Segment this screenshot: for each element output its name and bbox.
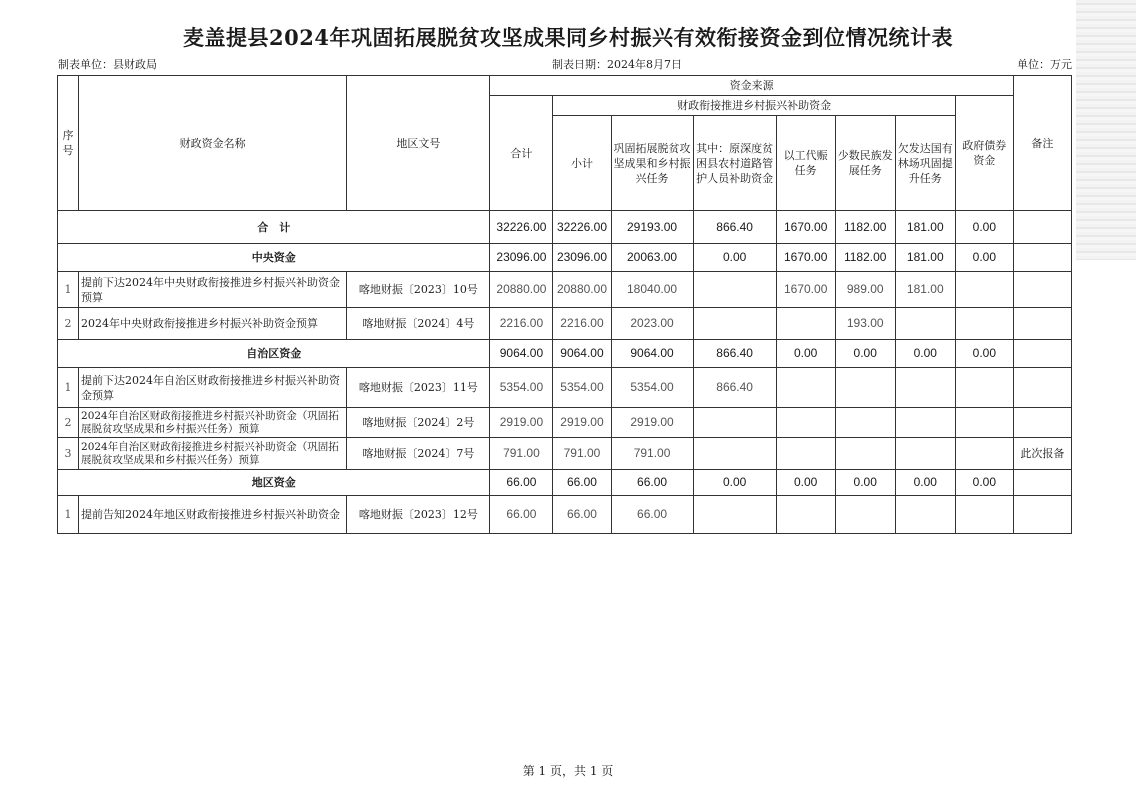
- section-value: 0.00: [835, 470, 895, 496]
- row-doc: 喀地财振〔2024〕2号: [347, 408, 490, 438]
- section-value: 0.00: [693, 470, 776, 496]
- total-value: 32226.00: [553, 211, 611, 244]
- header-remark: 备注: [1013, 76, 1071, 211]
- row-value: [835, 368, 895, 408]
- row-value: [895, 368, 955, 408]
- row-value: 5354.00: [611, 368, 693, 408]
- row-seq: 3: [58, 438, 79, 470]
- row-value: 2919.00: [490, 408, 553, 438]
- row-value: [955, 496, 1013, 534]
- table-row: [58, 438, 1072, 470]
- row-name: 2024年自治区财政衔接推进乡村振兴补助资金（巩固拓展脱贫攻坚成果和乡村振兴任务）预算: [79, 438, 347, 470]
- total-value: 29193.00: [611, 211, 693, 244]
- section-value: 1182.00: [835, 244, 895, 272]
- table-row: [58, 308, 1072, 340]
- header-subtotal: 小计: [553, 116, 611, 211]
- section-label: 自治区资金: [58, 340, 490, 368]
- remark-cell: [1013, 340, 1071, 368]
- row-name: 提前下达2024年中央财政衔接推进乡村振兴补助资金预算: [79, 272, 347, 308]
- header-source: 资金来源: [490, 76, 1013, 96]
- header-total: 合计: [490, 96, 553, 211]
- header-consolidate: 巩固拓展脱贫攻坚成果和乡村振兴任务: [611, 116, 693, 211]
- row-value: 791.00: [490, 438, 553, 470]
- amount-unit: 单位：万元: [1017, 58, 1072, 71]
- header-doc: 地区文号: [347, 76, 490, 211]
- header-bonds: 政府债券资金: [955, 96, 1013, 211]
- section-value: 0.00: [955, 340, 1013, 368]
- section-value: 0.00: [895, 470, 955, 496]
- row-remark: [1013, 368, 1071, 408]
- table-row: [58, 408, 1072, 438]
- funds-table: [57, 75, 1072, 534]
- section-value: 23096.00: [553, 244, 611, 272]
- total-value: 32226.00: [490, 211, 553, 244]
- row-value: 2216.00: [490, 308, 553, 340]
- row-value: 193.00: [835, 308, 895, 340]
- row-value: [693, 308, 776, 340]
- header-of-which: 其中：原深度贫困县农村道路管护人员补助资金: [693, 116, 776, 211]
- section-value: 0.00: [895, 340, 955, 368]
- row-value: [776, 438, 835, 470]
- row-value: 20880.00: [553, 272, 611, 308]
- row-value: [776, 408, 835, 438]
- remark-cell: [1013, 470, 1071, 496]
- total-value: 1182.00: [835, 211, 895, 244]
- row-value: [693, 496, 776, 534]
- row-doc: 喀地财振〔2023〕10号: [347, 272, 490, 308]
- section-value: 9064.00: [553, 340, 611, 368]
- row-remark: 此次报备: [1013, 438, 1071, 470]
- row-name: 2024年自治区财政衔接推进乡村振兴补助资金（巩固拓展脱贫攻坚成果和乡村振兴任务）预算: [79, 408, 347, 438]
- row-doc: 喀地财振〔2024〕4号: [347, 308, 490, 340]
- row-value: 2023.00: [611, 308, 693, 340]
- section-value: 9064.00: [490, 340, 553, 368]
- table-row: [58, 368, 1072, 408]
- row-value: 5354.00: [553, 368, 611, 408]
- section-row: [58, 340, 1072, 368]
- row-value: 791.00: [611, 438, 693, 470]
- row-seq: 1: [58, 496, 79, 534]
- header-fiscal-group: 财政衔接推进乡村振兴补助资金: [553, 96, 955, 116]
- row-doc: 喀地财振〔2023〕12号: [347, 496, 490, 534]
- row-doc: 喀地财振〔2024〕7号: [347, 438, 490, 470]
- prepared-date: 制表日期：2024年8月7日: [552, 58, 682, 71]
- row-doc: 喀地财振〔2023〕11号: [347, 368, 490, 408]
- row-value: 66.00: [553, 496, 611, 534]
- row-value: 866.40: [693, 368, 776, 408]
- row-remark: [1013, 308, 1071, 340]
- total-row: [58, 211, 1072, 244]
- section-value: 0.00: [776, 470, 835, 496]
- table-row: [58, 496, 1072, 534]
- row-value: [895, 438, 955, 470]
- row-value: 2919.00: [611, 408, 693, 438]
- total-value: 866.40: [693, 211, 776, 244]
- section-value: 66.00: [490, 470, 553, 496]
- section-value: 1670.00: [776, 244, 835, 272]
- row-value: [776, 368, 835, 408]
- header-forest: 欠发达国有林场巩固提升任务: [895, 116, 955, 211]
- row-value: [835, 496, 895, 534]
- row-value: 1670.00: [776, 272, 835, 308]
- section-value: 66.00: [553, 470, 611, 496]
- section-value: 23096.00: [490, 244, 553, 272]
- header-work-relief: 以工代赈任务: [776, 116, 835, 211]
- section-value: 0.00: [955, 470, 1013, 496]
- section-value: 66.00: [611, 470, 693, 496]
- row-value: [955, 438, 1013, 470]
- row-value: [693, 272, 776, 308]
- row-seq: 2: [58, 308, 79, 340]
- remark-cell: [1013, 244, 1071, 272]
- section-value: 0.00: [955, 244, 1013, 272]
- section-row: [58, 244, 1072, 272]
- section-value: 9064.00: [611, 340, 693, 368]
- section-label: 地区资金: [58, 470, 490, 496]
- row-value: [776, 496, 835, 534]
- page-footer: 第 1 页，共 1 页: [522, 764, 614, 778]
- header-seq: 序号: [58, 76, 79, 211]
- total-label: 合 计: [58, 211, 490, 244]
- header-minority: 少数民族发展任务: [835, 116, 895, 211]
- table-row: [58, 272, 1072, 308]
- row-value: 2216.00: [553, 308, 611, 340]
- row-value: [895, 496, 955, 534]
- section-value: 0.00: [835, 340, 895, 368]
- section-row: [58, 470, 1072, 496]
- row-value: 791.00: [553, 438, 611, 470]
- row-remark: [1013, 408, 1071, 438]
- row-value: [835, 408, 895, 438]
- row-value: 181.00: [895, 272, 955, 308]
- row-value: [693, 408, 776, 438]
- row-seq: 1: [58, 272, 79, 308]
- row-value: [776, 308, 835, 340]
- row-value: 5354.00: [490, 368, 553, 408]
- row-name: 2024年中央财政衔接推进乡村振兴补助资金预算: [79, 308, 347, 340]
- section-label: 中央资金: [58, 244, 490, 272]
- row-value: 66.00: [611, 496, 693, 534]
- total-value: 0.00: [955, 211, 1013, 244]
- row-value: 20880.00: [490, 272, 553, 308]
- prepared-by-unit: 制表单位：县财政局: [58, 58, 157, 71]
- header-name: 财政资金名称: [79, 76, 347, 211]
- row-remark: [1013, 272, 1071, 308]
- section-value: 0.00: [776, 340, 835, 368]
- row-name: 提前告知2024年地区财政衔接推进乡村振兴补助资金: [79, 496, 347, 534]
- row-value: [955, 368, 1013, 408]
- row-value: [955, 408, 1013, 438]
- row-value: [955, 272, 1013, 308]
- section-value: 20063.00: [611, 244, 693, 272]
- row-value: [895, 308, 955, 340]
- row-value: 18040.00: [611, 272, 693, 308]
- row-remark: [1013, 496, 1071, 534]
- section-value: 0.00: [693, 244, 776, 272]
- row-seq: 1: [58, 368, 79, 408]
- row-seq: 2: [58, 408, 79, 438]
- section-value: 181.00: [895, 244, 955, 272]
- total-value: 1670.00: [776, 211, 835, 244]
- total-value: 181.00: [895, 211, 955, 244]
- row-value: 66.00: [490, 496, 553, 534]
- row-value: [835, 438, 895, 470]
- page-title: 麦盖提县2024年巩固拓展脱贫攻坚成果同乡村振兴有效衔接资金到位情况统计表: [183, 25, 953, 50]
- section-value: 866.40: [693, 340, 776, 368]
- row-name: 提前下达2024年自治区财政衔接推进乡村振兴补助资金预算: [79, 368, 347, 408]
- row-value: [693, 438, 776, 470]
- row-value: [895, 408, 955, 438]
- row-value: 989.00: [835, 272, 895, 308]
- remark-cell: [1013, 211, 1071, 244]
- row-value: 2919.00: [553, 408, 611, 438]
- row-value: [955, 308, 1013, 340]
